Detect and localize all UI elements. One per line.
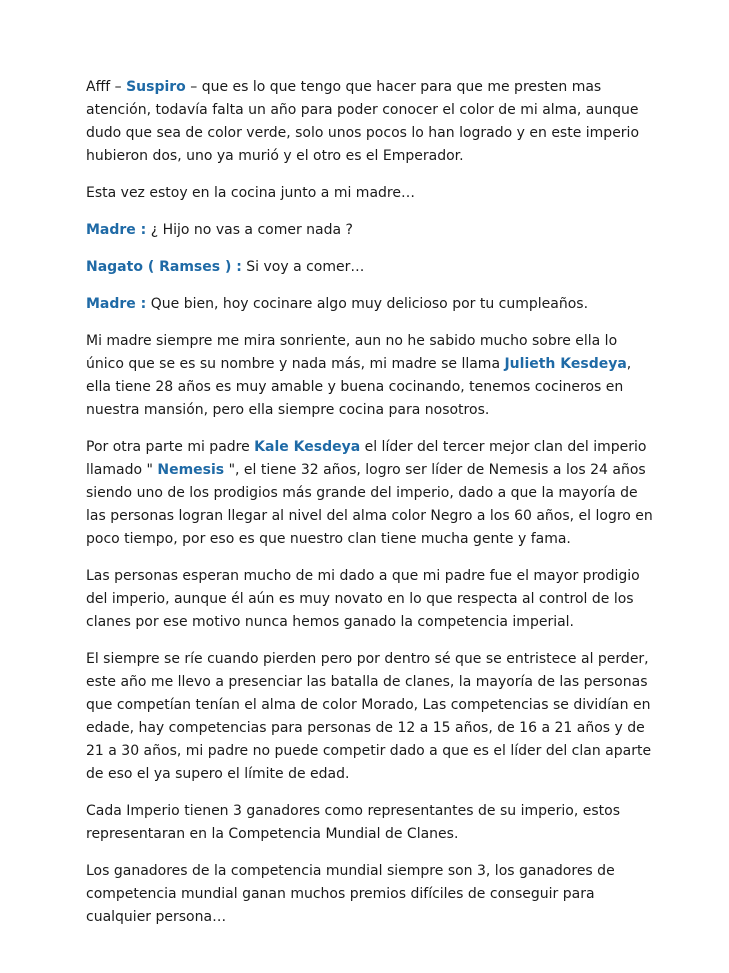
paragraph-text: – que es lo que tengo que hacer para que me presten mas atención, todavía falta un año para poder conocer el color de mi alma, aunque dudo que sea de color verde, solo unos pocos lo han logrado y en este imperio hubieron dos, uno ya murió y el otro es el Emperador.	[86, 79, 640, 164]
highlighted-name: Suspiro	[126, 79, 186, 95]
dialogue-text: Que bien, hoy cocinare algo muy delicioso por tu cumpleaños.	[146, 296, 589, 312]
paragraph-text: Afff –	[86, 79, 127, 95]
paragraph-text: , ella tiene 28 años es muy amable y buena cocinando, tenemos cocineros en nuestra mansión, pero ella siempre cocina para nosotros.	[86, 356, 632, 418]
speaker-label: Nagato ( Ramses ) :	[86, 259, 242, 275]
speaker-label: Madre :	[86, 296, 147, 312]
paragraph-text: el líder del tercer mejor clan del imperio llamado "	[86, 439, 647, 478]
paragraph-text: ", el tiene 32 años, logro ser líder de Nemesis a los 24 años siendo uno de los prodigios más grande del imperio, dado a que la mayoría de las personas logran llegar al nivel del alma color Negro a los 60 años, el logro en poco tiempo, por eso es que nuestro clan tiene mucha gente y fama.	[86, 462, 653, 547]
paragraph-6	[86, 330, 658, 422]
dialogue-line-3	[86, 293, 658, 316]
highlighted-name: Nemesis	[157, 462, 225, 478]
paragraph-11: Los ganadores de la competencia mundial siempre son 3, los ganadores de competencia mundial ganan muchos premios difíciles de conseguir para cualquier persona…	[86, 863, 615, 925]
paragraph-text: Por otra parte mi padre	[86, 439, 255, 455]
paragraph-text: Mi madre siempre me mira sonriente, aun no he sabido mucho sobre ella lo único que se es su nombre y nada más, mi madre se llama	[86, 333, 618, 372]
highlighted-name: Julieth Kesdeya	[504, 356, 627, 372]
dialogue-text: Si voy a comer…	[241, 259, 365, 275]
document-body	[86, 76, 658, 943]
paragraph-8: Las personas esperan mucho de mi dado a que mi padre fue el mayor prodigio del imperio, aunque él aún es muy novato en lo que respecta al control de los clanes por ese motivo nunca hemos ganado la competencia imperial.	[86, 568, 640, 630]
highlighted-name: Kale Kesdeya	[254, 439, 361, 455]
paragraph-9: El siempre se ríe cuando pierden pero por dentro sé que se entristece al perder, este año me llevo a presenciar las batalla de clanes, la mayoría de las personas que competían tenían el alma de color Morado, Las competencias se dividían en edade, hay competencias para personas de 12 a 15 años, de 16 a 21 años y de 21 a 30 años, mi padre no puede competir dado a que es el líder del clan aparte de eso el ya supero el límite de edad.	[86, 651, 652, 782]
paragraph-2: Esta vez estoy en la cocina junto a mi madre…	[86, 185, 415, 201]
paragraph-10: Cada Imperio tienen 3 ganadores como representantes de su imperio, estos representaran en la Competencia Mundial de Clanes.	[86, 803, 620, 842]
paragraph-7	[86, 436, 658, 551]
paragraph-1	[86, 76, 658, 168]
speaker-label: Madre :	[86, 222, 147, 238]
dialogue-line-2	[86, 256, 658, 279]
dialogue-line-1	[86, 219, 658, 242]
dialogue-text: ¿ Hijo no vas a comer nada ?	[146, 222, 353, 238]
